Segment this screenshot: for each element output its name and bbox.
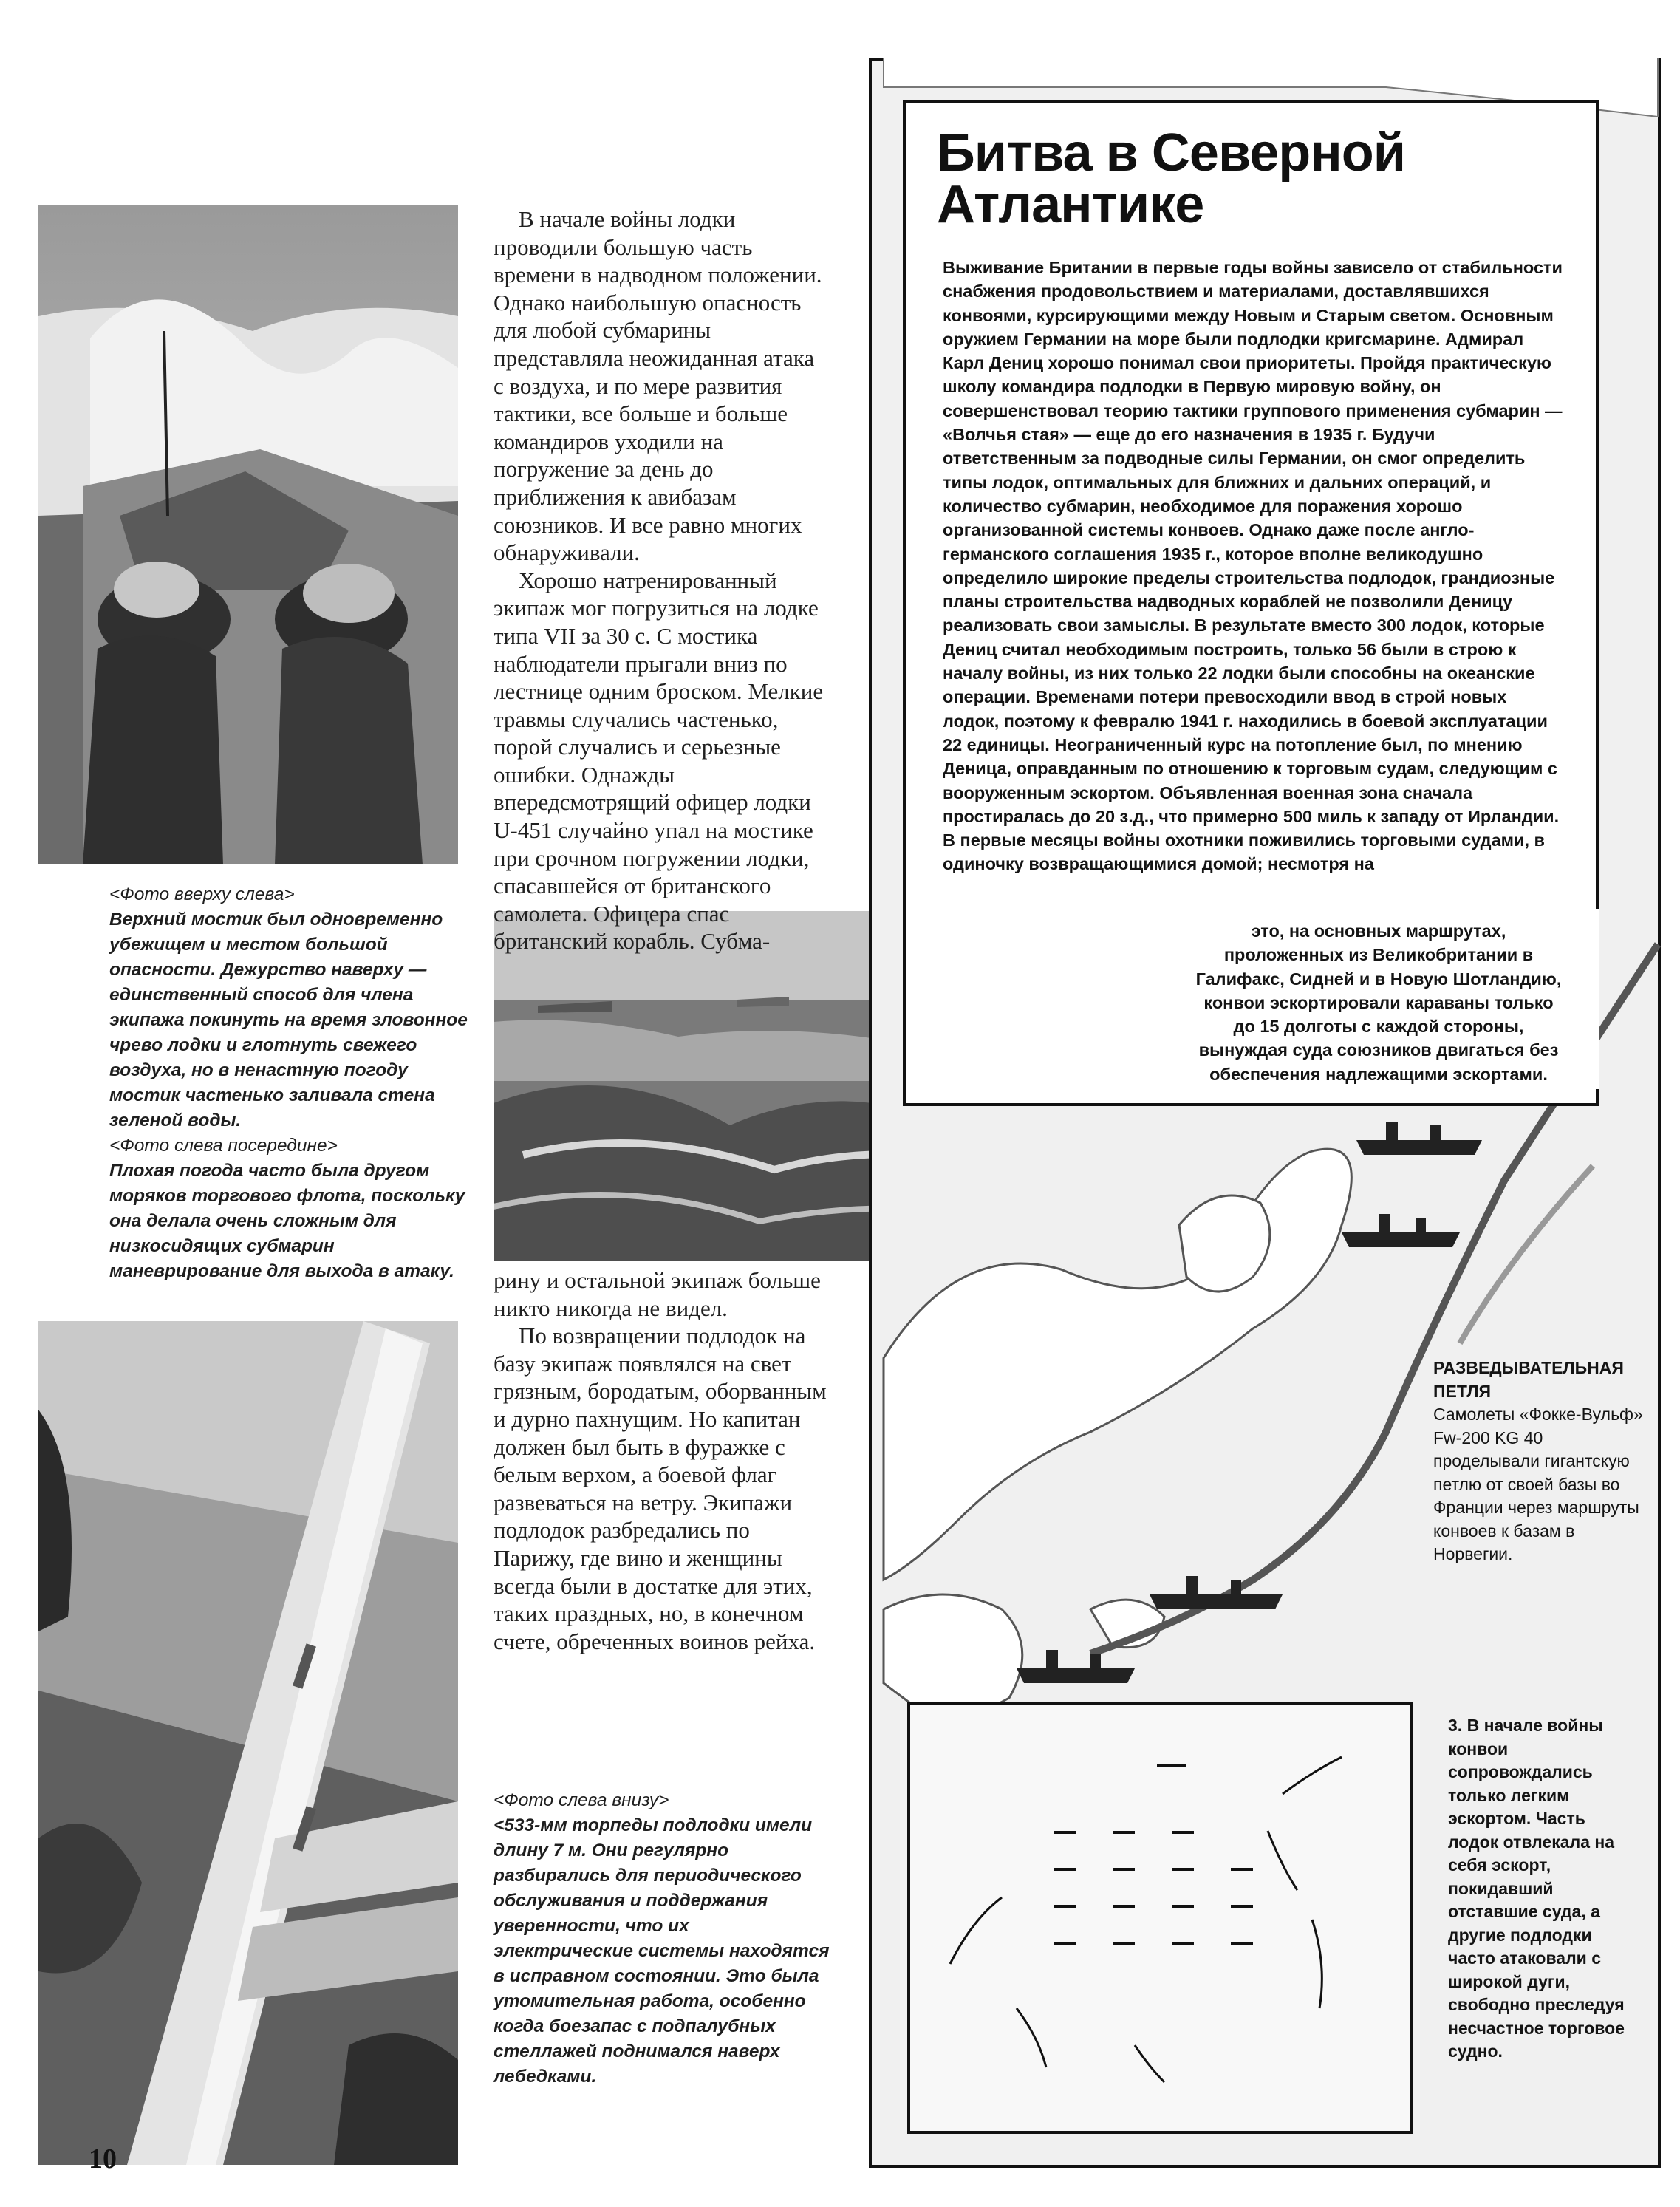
- paragraph: В начале войны лодки проводили большую часть времени в надводном положении. Однако наибольшую опасность для любой субмарины представляла неожиданная атака с воздуха, и по мере развития тактики, все больше и больше командиров уходили на погружение за день до приближения к авибазам союзников. И все равно многих обнаруживали.: [494, 206, 822, 566]
- sidebar-title-line1: Битва в Северной: [937, 123, 1406, 183]
- caption-top-left: [109, 882, 479, 1133]
- diagram-note-3: 3. В начале войны конвои сопровождались только легким эскортом. Часть лодок отвлекала на себя эскорт, покидавший отставшие суда, а другие подлодки часто атаковали с широкой дуги, свободно преследуя несчастное торговое судно.: [1448, 1716, 1625, 2061]
- sidebar-text-tail: это, на основных маршрутах, проложенных из Великобритании в Галифакс, Сидней и в Новую Шотландию, конвои эскортировали караваны только до 15 долготы с каждой стороны, вынуждая суда союзников двигаться без обеспечения надлежащими эскортами.: [1195, 921, 1562, 1084]
- article-column-2: [494, 1266, 829, 1655]
- paragraph: По возвращении подлодок на базу экипаж появлялся на свет грязным, бородатым, оборванным и дурно пахнущим. Но капитан должен был быть в фуражке с белым верхом, а боевой флаг развеваться на ветру. Экипажи подлодок разбредались по Парижу, где вино и женщины всегда были в достатке для этих, таких праздных, но, в конечном счете, обреченных воинов рейха.: [494, 1323, 827, 1654]
- caption-heading: <Фото слева посередине>: [109, 1136, 338, 1156]
- article-column-1: [494, 205, 829, 955]
- recon-loop-text: Самолеты «Фокке-Вульф» Fw-200 KG 40 проделывали гигантскую петлю от своей базы во Франции через маршруты конвоев к базам в Норвегии.: [1433, 1405, 1643, 1563]
- caption-text: Плохая погода часто была другом моряков торгового флота, поскольку она делала очень сложным для низкосидящих субмарин маневрирование для выхода в атаку.: [109, 1161, 465, 1281]
- paragraph: Хорошо натренированный экипаж мог погрузиться на лодке типа VII за 30 с. С мостика наблюдатели прыгали вниз по лестнице одним броском. Мелкие травмы случались частенько, порой случались и серьезные ошибки. Однажды впередсмотрящий офицер лодки U-451 случайно упал на мостике при срочном погружении лодки, спасавшейся от британского самолета. Офицера спас британский корабль. Субма-: [494, 567, 824, 955]
- caption-bottom-left: [494, 1788, 830, 2090]
- sidebar-title-line2: Атлантике: [937, 175, 1204, 234]
- sidebar-title: [937, 123, 1572, 234]
- paragraph-continuation: рину и остальной экипаж больше никто никогда не видел.: [494, 1267, 821, 1321]
- caption-text: <533-мм торпеды подлодки имели длину 7 м. Они регулярно разбирались для периодического обслуживания и поддержания уверенности, что их электрические системы находятся в исправном состоянии. Это была утомительная работа, особенно когда боезапас с подпалубных стеллажей поднимался наверх лебедками.: [494, 1815, 830, 2087]
- caption-middle: [109, 1133, 479, 1284]
- caption-heading: <Фото слева внизу>: [494, 1790, 669, 1810]
- photo-torpedoes: [38, 1321, 458, 2165]
- recon-loop-label: [1433, 1357, 1647, 1566]
- caption-text: Верхний мостик был одновременно убежищем и местом большой опасности. Дежурство наверху — единственный способ для члена экипажа покинуть на время зловонное чрево лодки и глотнуть свежего воздуха, но в ненастную погоду мостик частенько заливала стена зеленой воды.: [109, 910, 468, 1130]
- recon-loop-title: РАЗВЕДЫВАТЕЛЬНАЯ ПЕТЛЯ: [1433, 1358, 1624, 1401]
- sidebar-text: Выживание Британии в первые годы войны зависело от стабильности снабжения продовольствием и материалами, доставлявшихся конвоями, курсирующими между Новым и Старым светом. Основным оружием Германии на море были подлодки кригсмарине. Адмирал Карл Дениц хорошо понимал свои приоритеты. Пройдя практическую школу командира подлодки в Первую мировую войну, он совершенствовал теорию тактики группового применения субмарин — «Волчья стая» — еще до его назначения в 1935 г. Будучи ответственным за подводные силы Германии, он смог определить типы лодок, оптимальных для ближних и дальних операций, и количество субмарин, необходимое для поражения хорошо организованной системы конвоев. Однако даже после англо-германского соглашения 1935 г., которое вполне великодушно определило широкие пределы строительства подлодок, грандиозные планы строительства надводных кораблей не позволили Деницу реализовать свои замыслы. В результате вместо 300 лодок, которые Дениц считал необходимым построить, только 56 были в строю к началу войны, из них только 22 лодки были способны на океанские операции. Временами потери превосходили ввод в строй новых лодок, поэтому к февралю 1941 г. находились в боевой эксплуатации 22 единицы. Неограниченный курс на потопление был, по мнению Деница, оправданным по отношению к торговым судам, следующим с вооруженным эскортом. Объявленная военная зона сначала простиралась до 20 з.д., что примерно 500 миль к западу от Ирландии. В первые месяцы войны охотники поживились торговыми судами, в одиночку возвращающимися домой; несмотря на: [943, 258, 1563, 874]
- caption-heading: <Фото вверху слева>: [109, 884, 295, 904]
- photo-bridge-waves: [38, 205, 458, 864]
- page-number: 10: [89, 2143, 117, 2174]
